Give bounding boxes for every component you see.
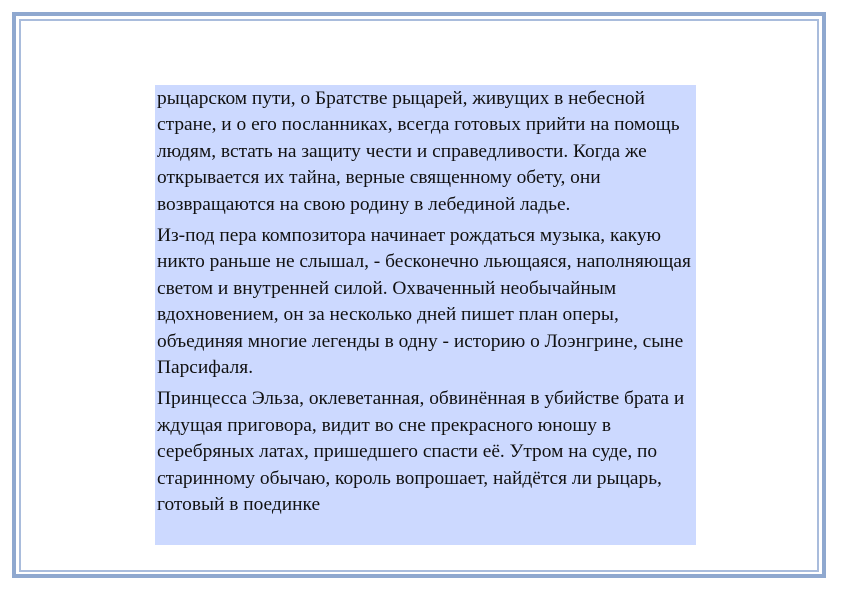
paragraph-3: Принцесса Эльза, оклеветанная, обвинённая в убийстве брата и ждущая приговора, видит во сне прекрасного юношу в серебряных латах, пришедшего спасти её. Утром на суде, по старинному обычаю, король вопрошает, найдётся ли рыцарь, готовый в поединке bbox=[157, 388, 685, 516]
text-box bbox=[155, 85, 696, 545]
paragraph-1: рыцарском пути, о Братстве рыцарей, живущих в небесной стране, и о его посланниках, всегда готовых прийти на помощь людям, встать на защиту чести и справедливости. Когда же открывается их тайна, верные священному обету, они возвращаются на свою родину в лебединой ладье. bbox=[157, 88, 680, 215]
paragraph-2: Из-под пера композитора начинает рождаться музыка, какую никто раньше не слышал, - бесконечно льющаяся, наполняющая светом и внутренней силой. Охваченный необычайным вдохновением, он за несколько дней пишет план оперы, объединяя многие легенды в одну - историю о Лоэнгрине, сыне Парсифаля. bbox=[157, 225, 691, 379]
